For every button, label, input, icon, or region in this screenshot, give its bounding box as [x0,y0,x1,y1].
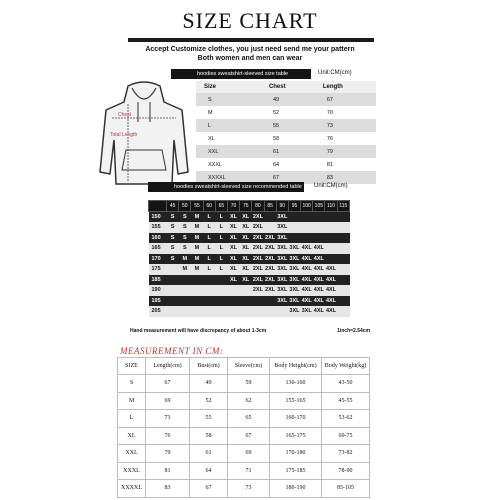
size-cell: 4XL [313,254,325,265]
measurement-cell: 155-165 [270,392,322,410]
measurement-cell: XXXL [118,462,146,480]
measurement-cell: XXXXL [118,480,146,498]
size-cell: S [167,243,179,254]
size-cell: 3XL [301,306,313,317]
size-cell [167,306,179,317]
measurement-cell: 165-175 [270,427,322,445]
weight-header: 80 [252,201,264,212]
size-cell: S [179,233,191,244]
measurement-cell: 45-55 [322,392,370,410]
size-cell: 2XL [264,254,276,265]
weight-header: 100 [301,201,313,212]
size-cell [337,306,349,317]
size-table-unit: Unit:CM(cm) [318,70,352,76]
size-cell: M [179,264,191,275]
size-cell: 3XL [288,254,300,265]
cell-size: XXL [196,145,261,158]
size-cell [203,306,215,317]
size-cell: XL [240,222,252,233]
hoodie-diagram [98,80,190,186]
size-cell: 3XL [288,296,300,307]
size-cell: M [191,264,203,275]
measurement-header: Length(cm) [146,358,190,375]
measurement-cell: 76 [146,427,190,445]
size-cell: S [167,233,179,244]
measurement-cell: 83 [146,480,190,498]
measurement-cell: 175-185 [270,462,322,480]
weight-header: 70 [227,201,239,212]
size-cell: S [179,243,191,254]
size-cell [337,285,349,296]
size-cell [325,233,337,244]
size-cell: L [203,254,215,265]
size-cell: L [215,233,227,244]
size-cell [215,285,227,296]
height-cell: 150 [149,212,167,223]
size-cell [301,222,313,233]
measurement-cell: 52 [190,392,228,410]
size-cell: 4XL [325,264,337,275]
size-cell: L [203,222,215,233]
size-cell [167,296,179,307]
size-cell: M [179,254,191,265]
size-cell [240,306,252,317]
size-cell: 4XL [313,285,325,296]
weight-header: 95 [288,201,300,212]
size-cell [215,306,227,317]
size-cell [167,285,179,296]
cell-length: 70 [315,106,376,119]
size-cell [203,285,215,296]
measurement-cell: 73 [146,410,190,428]
size-cell: L [215,243,227,254]
intro-line-2: Both women and men can wear [197,55,303,62]
measurement-header: Bust(cm) [190,358,228,375]
recommend-table-header [149,201,350,212]
size-cell [167,275,179,286]
size-cell: 3XL [288,306,300,317]
cell-length: 83 [315,171,376,184]
size-cell [325,212,337,223]
table-row [118,445,370,463]
measurement-cell: 62 [228,392,270,410]
cell-chest: 49 [261,93,315,106]
size-cell [191,306,203,317]
size-cell: 2XL [252,233,264,244]
size-cell: 3XL [288,275,300,286]
size-cell: 4XL [301,243,313,254]
size-cell: 2XL [264,275,276,286]
measurement-cell: 69 [146,392,190,410]
size-cell [325,243,337,254]
measurement-table-header [118,358,370,375]
size-cell [301,233,313,244]
size-cell: L [215,254,227,265]
table-row [149,275,350,286]
size-cell: S [167,254,179,265]
header-size: Size [196,81,261,93]
size-cell: 2XL [252,275,264,286]
measurement-table [117,357,370,498]
measurement-cell: 55 [190,410,228,428]
size-cell [313,222,325,233]
weight-header: 60 [203,201,215,212]
size-cell [288,233,300,244]
size-cell: L [203,243,215,254]
size-cell: 4XL [313,243,325,254]
size-cell: XL [240,233,252,244]
weight-header: 105 [313,201,325,212]
size-cell: 4XL [301,254,313,265]
size-cell: 4XL [301,285,313,296]
header-chest: Chest [261,81,315,93]
weight-header: 65 [215,201,227,212]
cell-size: M [196,106,261,119]
table-row [196,106,376,119]
measurement-cell: L [118,410,146,428]
height-cell: 190 [149,285,167,296]
cell-chest: 61 [261,145,315,158]
measurement-cell: 73 [228,480,270,498]
table-row [196,93,376,106]
cell-chest: 64 [261,158,315,171]
measurement-cell: 71 [228,462,270,480]
length-label: Total Length [110,132,138,138]
table-row [149,243,350,254]
size-cell: S [167,222,179,233]
size-cell: 3XL [276,233,288,244]
size-cell [313,233,325,244]
measurement-cell: 81 [146,462,190,480]
table-row [118,410,370,428]
table-row [149,212,350,223]
measurement-cell: 180-190 [270,480,322,498]
height-cell: 155 [149,222,167,233]
size-cell: 4XL [301,264,313,275]
measurement-cell: 85-105 [322,480,370,498]
size-cell: 3XL [276,222,288,233]
table-row [118,480,370,498]
size-cell [252,306,264,317]
height-cell: 165 [149,243,167,254]
table-row [196,158,376,171]
cell-length: 76 [315,132,376,145]
table-row [149,264,350,275]
measurement-cell: S [118,375,146,393]
size-cell: 4XL [325,285,337,296]
size-cell: XL [227,254,239,265]
size-cell [337,212,349,223]
size-cell: 3XL [288,264,300,275]
size-cell [227,296,239,307]
size-cell: L [215,222,227,233]
size-cell: 3XL [276,285,288,296]
measurement-cell: XL [118,427,146,445]
measurement-cell: XXL [118,445,146,463]
size-cell [215,275,227,286]
table-row [149,306,350,317]
size-cell: S [167,212,179,223]
size-cell [167,264,179,275]
measurement-title: MEASUREMENT IN CM: [120,346,224,356]
weight-header: 45 [167,201,179,212]
table-row [149,222,350,233]
measurement-cell: 78-90 [322,462,370,480]
size-cell: L [203,233,215,244]
table-row [149,233,350,244]
recommend-table-bar: hoodies sweatshirt-sleeved size recommended table [148,182,304,192]
measurement-cell: 53-62 [322,410,370,428]
size-cell [252,296,264,307]
size-cell: 4XL [313,264,325,275]
size-cell: XL [240,275,252,286]
size-cell: XL [227,275,239,286]
size-cell: 2XL [252,222,264,233]
title-underline [128,38,374,42]
size-cell [179,306,191,317]
size-cell [337,254,349,265]
height-cell: 195 [149,296,167,307]
size-table-bar: hoodies sweatshirt-sleeved size table [171,69,311,79]
size-cell: 4XL [301,296,313,307]
size-cell: 2XL [264,233,276,244]
size-cell: 2XL [252,285,264,296]
measurement-cell: 67 [146,375,190,393]
note-inch: 1inch=2.54cm [337,328,370,334]
size-cell: 2XL [252,254,264,265]
size-cell: 2XL [264,243,276,254]
table-row [149,285,350,296]
size-cell [179,296,191,307]
size-cell [325,222,337,233]
size-cell [179,285,191,296]
size-cell [227,285,239,296]
height-cell: 205 [149,306,167,317]
size-cell: L [215,212,227,223]
size-cell: S [179,222,191,233]
size-cell: M [191,254,203,265]
size-cell [301,212,313,223]
measurement-cell: 160-170 [270,410,322,428]
recommend-table-unit: Unit:CM(cm) [314,183,348,189]
size-cell: 2XL [264,285,276,296]
chest-label: Chest [118,112,132,118]
cell-size: S [196,93,261,106]
measurement-cell: 67 [228,427,270,445]
weight-header: 55 [191,201,203,212]
measurement-cell: 130-160 [270,375,322,393]
size-cell: 3XL [276,264,288,275]
size-cell: XL [227,264,239,275]
measurement-note [126,328,374,338]
cell-chest: 55 [261,119,315,132]
intro-text [0,45,500,63]
size-cell: 4XL [325,296,337,307]
cell-size: L [196,119,261,132]
size-cell [264,296,276,307]
size-cell: M [191,222,203,233]
measurement-header: Body Weight(kg) [322,358,370,375]
size-cell [240,296,252,307]
measurement-cell: 59 [228,375,270,393]
size-cell: S [179,212,191,223]
size-cell: XL [240,212,252,223]
size-cell [264,306,276,317]
weight-header: 90 [276,201,288,212]
size-cell: 2XL [252,212,264,223]
height-cell: 170 [149,254,167,265]
size-cell: XL [240,254,252,265]
size-cell: M [191,243,203,254]
table-row [118,392,370,410]
measurement-header: SIZE [118,358,146,375]
measurement-cell: 58 [190,427,228,445]
size-cell: 3XL [276,254,288,265]
size-cell: L [203,212,215,223]
size-cell: 3XL [276,296,288,307]
weight-header: 50 [179,201,191,212]
table-row [118,375,370,393]
cell-size: XXXL [196,158,261,171]
measurement-cell: 60-75 [322,427,370,445]
cell-chest: 52 [261,106,315,119]
size-cell [288,222,300,233]
corner-cell [149,201,167,212]
cell-chest: 67 [261,171,315,184]
size-cell [288,212,300,223]
size-cell [264,222,276,233]
size-cell [337,296,349,307]
size-cell [240,285,252,296]
size-cell [203,275,215,286]
weight-header: 85 [264,201,276,212]
height-cell: 185 [149,275,167,286]
cell-size: XL [196,132,261,145]
table-row [149,296,350,307]
size-table-header [196,81,376,93]
size-cell: 3XL [288,243,300,254]
page-title: SIZE CHART [182,8,318,33]
size-cell: XL [227,212,239,223]
size-cell: 4XL [313,306,325,317]
cell-length: 79 [315,145,376,158]
size-cell: L [215,264,227,275]
size-cell: 4XL [301,275,313,286]
size-cell: 2XL [264,264,276,275]
measurement-header: Body Height(cm) [270,358,322,375]
table-row [149,254,350,265]
measurement-cell: 43-50 [322,375,370,393]
size-cell [191,296,203,307]
size-cell [191,285,203,296]
size-cell: 4XL [325,306,337,317]
size-cell [337,264,349,275]
cell-length: 73 [315,119,376,132]
height-cell: 175 [149,264,167,275]
size-cell [337,243,349,254]
size-cell: 3XL [276,243,288,254]
table-row [118,462,370,480]
size-cell [313,212,325,223]
size-cell [264,212,276,223]
measurement-cell: 170-180 [270,445,322,463]
size-cell [227,306,239,317]
cell-length: 81 [315,158,376,171]
table-row [196,145,376,158]
header-length: Length [315,81,376,93]
recommend-table [148,200,350,317]
size-table [196,81,376,184]
size-cell [179,275,191,286]
size-cell: 2XL [252,243,264,254]
table-row [196,119,376,132]
size-cell: XL [227,222,239,233]
measurement-cell: 69 [228,445,270,463]
size-cell [191,275,203,286]
size-cell: XL [240,243,252,254]
cell-size: XXXXL [196,171,261,184]
weight-header: 110 [325,201,337,212]
size-cell: XL [227,243,239,254]
size-cell [337,222,349,233]
size-cell [337,233,349,244]
cell-chest: 58 [261,132,315,145]
size-cell: XL [240,264,252,275]
measurement-cell: 64 [190,462,228,480]
size-cell: M [191,233,203,244]
table-row [196,132,376,145]
intro-line-1: Accept Customize clothes, you just need send me your pattern [145,46,355,53]
size-cell [276,306,288,317]
note-discrepancy: Hand measurement will have discrepancy of about 1-3cm [130,328,267,334]
table-row [118,427,370,445]
size-cell [203,296,215,307]
weight-header: 115 [337,201,349,212]
size-cell [215,296,227,307]
size-cell: 3XL [288,285,300,296]
cell-length: 67 [315,93,376,106]
size-cell [325,254,337,265]
height-cell: 160 [149,233,167,244]
measurement-cell: 61 [190,445,228,463]
size-cell: M [191,212,203,223]
measurement-header: Sleeve(cm) [228,358,270,375]
size-cell: XL [227,233,239,244]
size-cell: 4XL [313,275,325,286]
size-cell [337,275,349,286]
size-cell: 3XL [276,275,288,286]
measurement-cell: 49 [190,375,228,393]
measurement-cell: 65 [228,410,270,428]
measurement-cell: 67 [190,480,228,498]
size-cell: 4XL [313,296,325,307]
measurement-cell: M [118,392,146,410]
measurement-cell: 79 [146,445,190,463]
size-cell: 3XL [276,212,288,223]
weight-header: 75 [240,201,252,212]
size-cell: L [203,264,215,275]
size-cell: 4XL [325,275,337,286]
size-cell: 2XL [252,264,264,275]
measurement-cell: 73-82 [322,445,370,463]
